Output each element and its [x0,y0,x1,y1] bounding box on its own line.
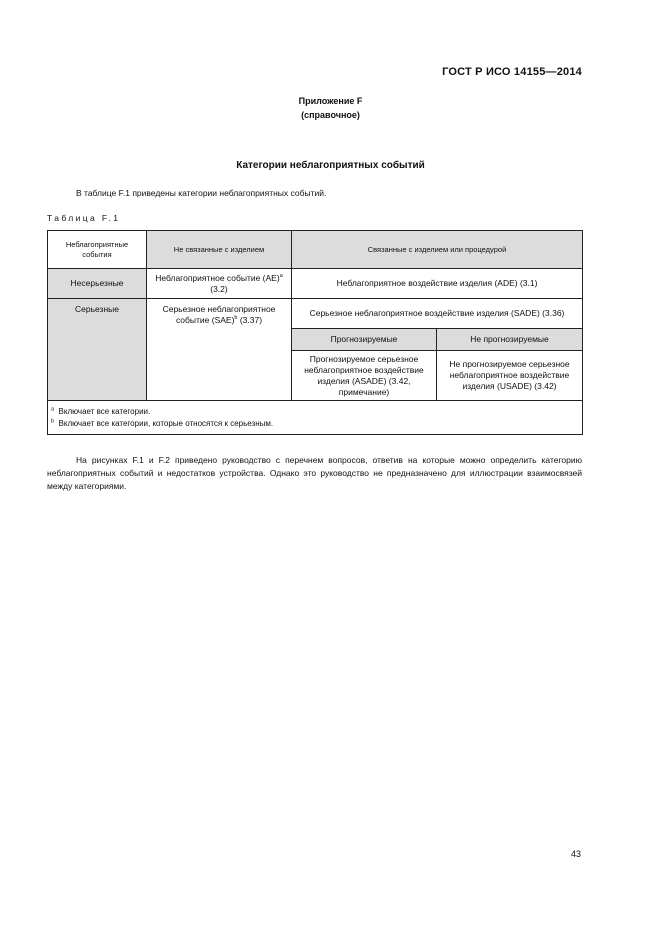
table-row-nonserious [48,269,583,299]
cell-serious-adverse-event: Серьезное неблагоприятное событие (SAE)$^b$ (3.37) [147,299,292,401]
label-nonserious: Несерьезные [48,269,147,299]
footnote-b: $^b$ Включает все категории, которые относятся к серьезным. [51,417,274,428]
cell-usade: Не прогнозируемое серьезное неблагоприятное воздействие изделия (USADE) (3.42) [437,351,583,401]
intro-text: В таблице F.1 приведены категории неблагоприятных событий. [76,188,327,198]
table-footnotes [48,401,583,435]
section-title: Категории неблагоприятных событий [236,160,425,171]
appendix-title: Приложение F [298,96,363,106]
header-device-or-procedure-related: Связанные с изделием или процедурой [292,231,583,269]
cell-adverse-device-effect: Неблагоприятное воздействие изделия (ADE) (3.1) [292,269,583,299]
header-not-device-related: Не связанные с изделием [147,231,292,269]
footnote-mark-a: a [279,272,283,279]
cell-adverse-event: Неблагоприятное событие (AE)$^a$ (3.2) [147,269,292,299]
table-header-row [48,231,583,269]
table-footnotes-row [48,401,583,435]
body-paragraph: На рисунках F.1 и F.2 приведено руководство с перечнем вопросов, ответив на которые можно определить категорию неблагоприятных событий и недостатков устройства. Однако это руководство не предназначено для иллюстрации взаимосвязей между категориями. [47,455,582,491]
label-serious: Серьезные [48,299,147,401]
footnote-mark-b: b [234,315,238,322]
adverse-events-table [47,230,583,435]
appendix-note: (справочное) [301,110,360,120]
cell-serious-adverse-device-effect: Серьезное неблагоприятное воздействие изделия (SADE) (3.36) [292,299,583,329]
table-row-serious [48,299,583,329]
header-adverse-events: Неблагоприятные события [48,231,147,269]
footnote-a: $^a$ Включает все категории. [51,405,151,416]
page-number: 43 [570,849,581,859]
cell-asade: Прогнозируемое серьезное неблагоприятное воздействие изделия (ASADE) (3.42, примечание) [292,351,437,401]
header-unanticipated: Не прогнозируемые [437,329,583,351]
header-anticipated: Прогнозируемые [292,329,437,351]
standard-number: ГОСТ Р ИСО 14155—2014 [442,66,582,78]
table-caption: Таблица F.1 [47,213,121,223]
